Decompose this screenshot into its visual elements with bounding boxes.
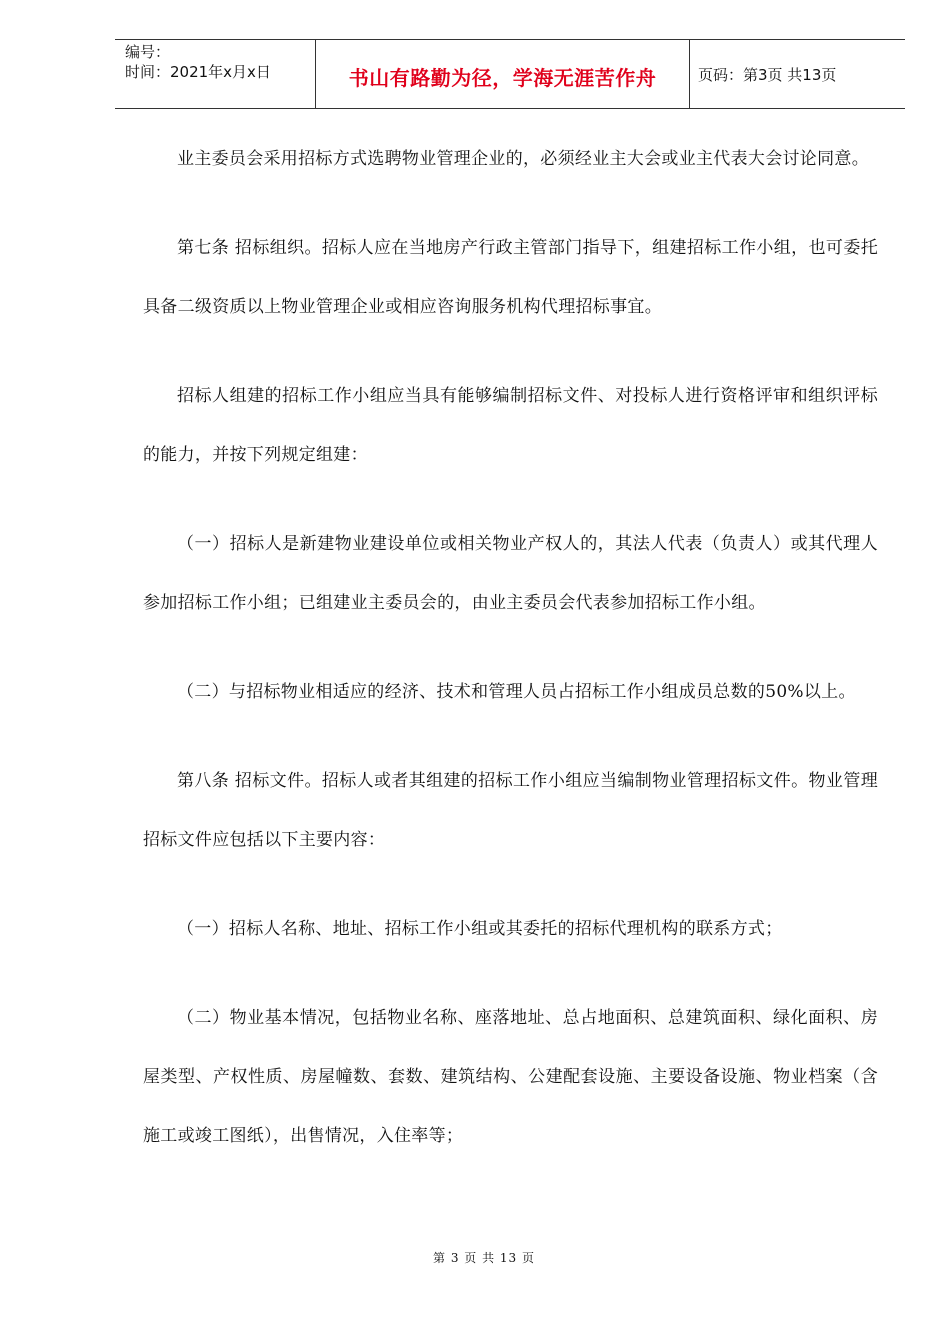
- document-body: [143, 130, 878, 1196]
- page-footer: 第 3 页 共 13 页: [433, 1251, 535, 1265]
- paragraph: （一）招标人是新建物业建设单位或相关物业产权人的，其法人代表（负责人）或其代理人参加招标工作小组；已组建业主委员会的，由业主委员会代表参加招标工作小组。: [143, 534, 878, 613]
- header-meta-cell: [115, 40, 316, 108]
- paragraph: 第八条 招标文件。招标人或者其组建的招标工作小组应当编制物业管理招标文件。物业管理招标文件应包括以下主要内容：: [143, 771, 878, 850]
- document-header: [115, 39, 905, 109]
- paragraph: 业主委员会采用招标方式选聘物业管理企业的，必须经业主大会或业主代表大会讨论同意。: [177, 149, 869, 169]
- paragraph: （一）招标人名称、地址、招标工作小组或其委托的招标代理机构的联系方式；: [177, 919, 783, 939]
- header-page-cell: [690, 40, 905, 108]
- paragraph: （二）与招标物业相适应的经济、技术和管理人员占招标工作小组成员总数的50%以上。: [177, 682, 856, 702]
- header-motto-cell: [316, 40, 690, 108]
- document-number-label: 编号：: [125, 43, 171, 61]
- paragraph: （二）物业基本情况，包括物业名称、座落地址、总占地面积、总建筑面积、绿化面积、房屋类型、产权性质、房屋幢数、套数、建筑结构、公建配套设施、主要设备设施、物业档案（含施工或竣工图纸），出售情况，入住率等；: [143, 1008, 878, 1146]
- header-motto: 书山有路勤为径，学海无涯苦作舟: [348, 65, 657, 90]
- document-time-label: 时间：2021年x月x日: [125, 63, 271, 81]
- paragraph: 招标人组建的招标工作小组应当具有能够编制招标文件、对投标人进行资格评审和组织评标的能力，并按下列规定组建：: [143, 386, 878, 465]
- header-page-info: 页码：第3页 共13页: [698, 65, 837, 84]
- paragraph: 第七条 招标组织。招标人应在当地房产行政主管部门指导下，组建招标工作小组，也可委托具备二级资质以上物业管理企业或相应咨询服务机构代理招标事宜。: [143, 238, 878, 317]
